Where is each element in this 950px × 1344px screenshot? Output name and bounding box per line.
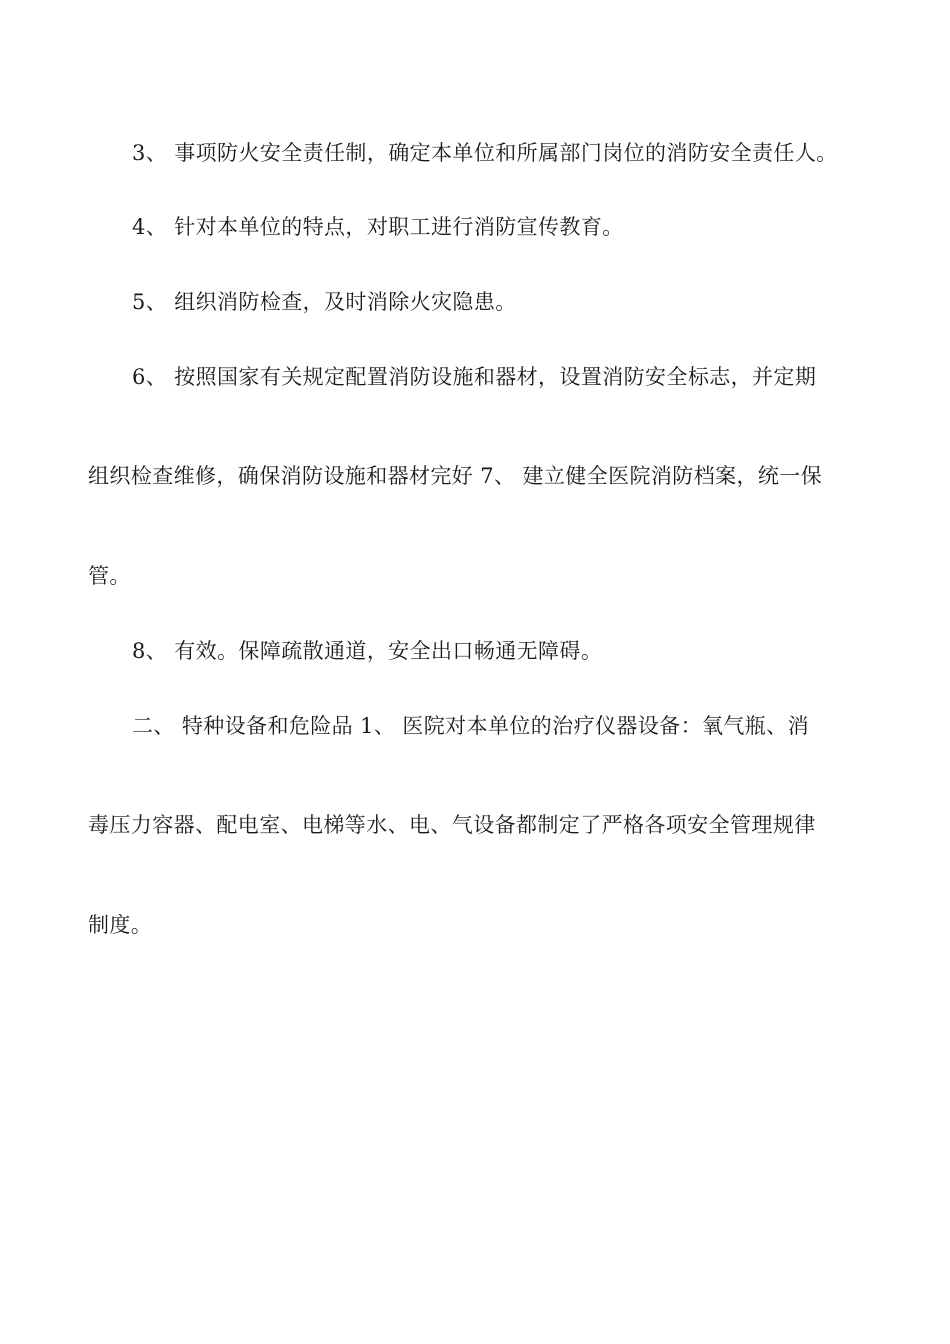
paragraph-line-6: 管。 bbox=[88, 564, 131, 588]
paragraph-line-9: 毒压力容器、配电室、电梯等水、电、气设备都制定了严格各项安全管理规律 bbox=[88, 813, 816, 837]
paragraph-line-7: 8、 有效。保障疏散通道，安全出口畅通无障碍。 bbox=[132, 639, 603, 663]
paragraph-line-3: 5、 组织消防检查，及时消除火灾隐患。 bbox=[132, 290, 517, 314]
paragraph-line-8: 二、 特种设备和危险品 1、 医院对本单位的治疗仪器设备：氧气瓶、消 bbox=[132, 714, 809, 738]
paragraph-line-5: 组织检查维修，确保消防设施和器材完好 7、 建立健全医院消防档案，统一保 bbox=[88, 464, 823, 488]
paragraph-line-2: 4、 针对本单位的特点，对职工进行消防宣传教育。 bbox=[132, 215, 624, 239]
paragraph-line-10: 制度。 bbox=[88, 913, 153, 937]
paragraph-line-4: 6、 按照国家有关规定配置消防设施和器材，设置消防安全标志，并定期 bbox=[132, 365, 817, 389]
paragraph-line-1: 3、 事项防火安全责任制，确定本单位和所属部门岗位的消防安全责任人。 bbox=[132, 141, 838, 165]
